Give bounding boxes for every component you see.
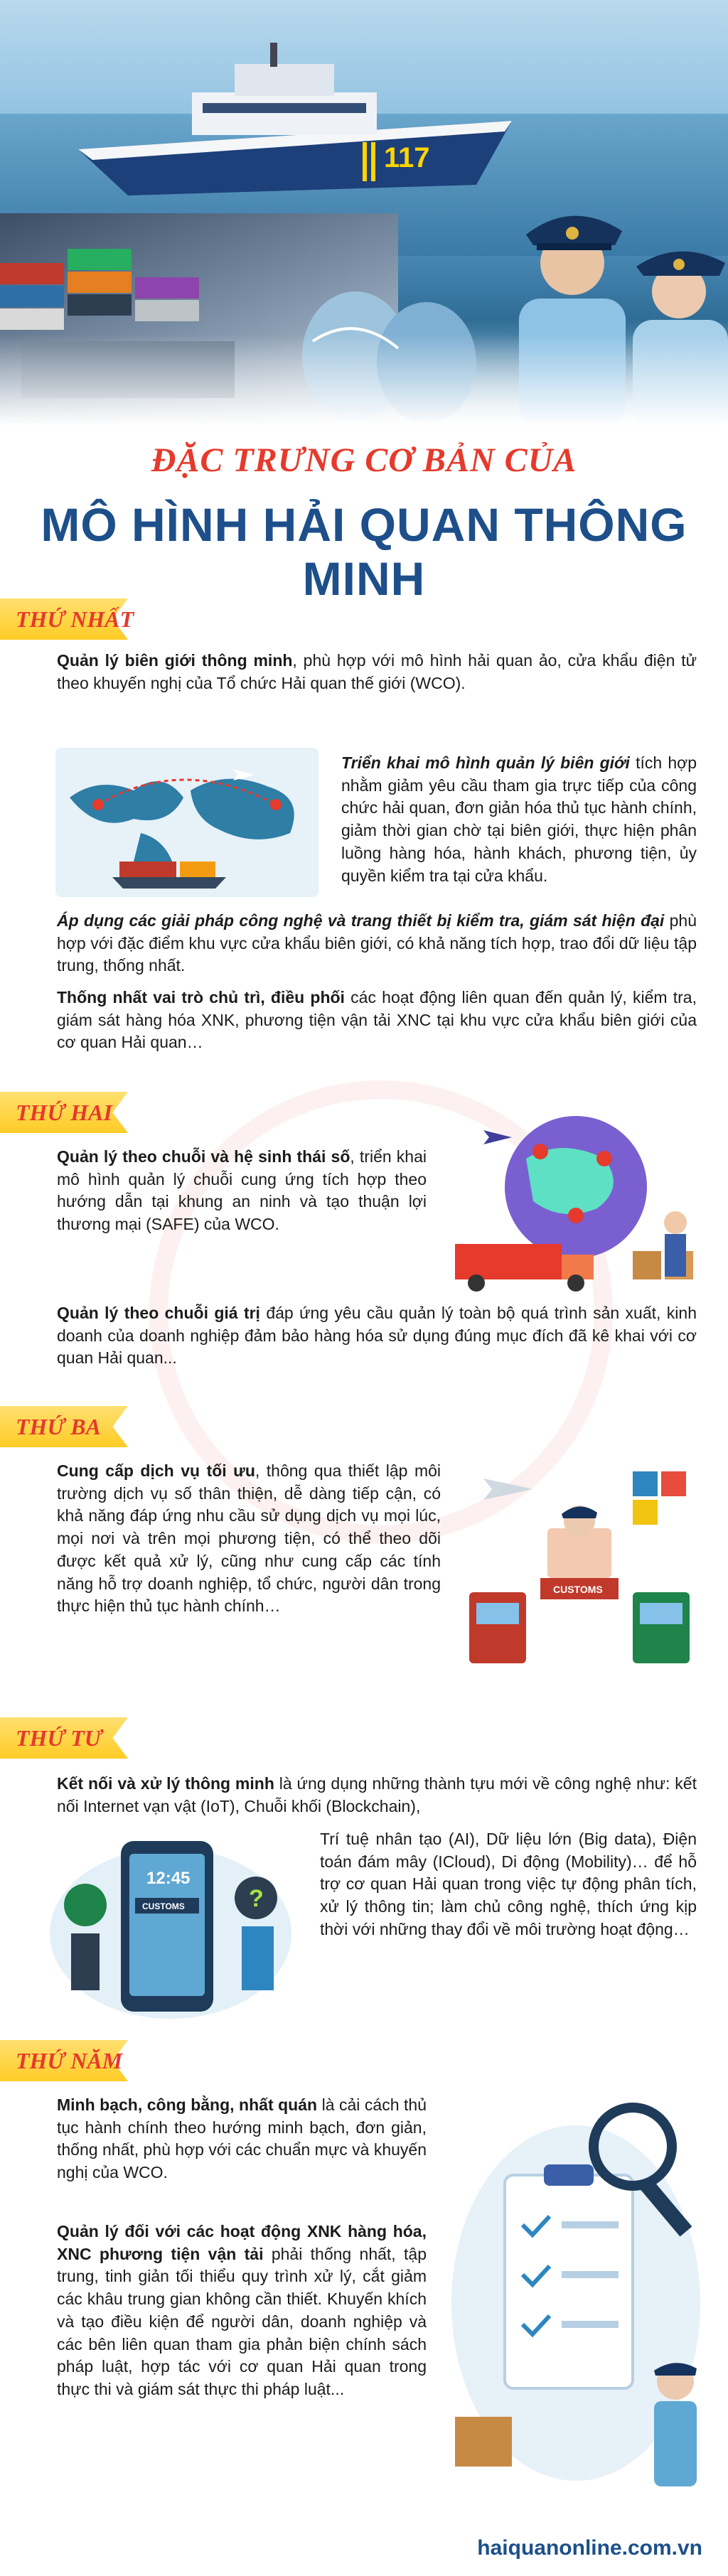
paragraph-text: , phù hợp với mô hình hải quan ảo, cửa khẩu điện tử theo khuyến nghị của Tổ chức Hải quan thế giới (WCO). [57, 651, 697, 692]
bold-lead: Kết nối và xử lý thông minh [57, 1774, 274, 1793]
section-4-paragraph-2 [320, 1828, 697, 1941]
title-line-2: MÔ HÌNH HẢI QUAN THÔNG MINH [41, 498, 687, 605]
section-5-paragraph-1 [57, 2094, 427, 2184]
customs-transport-illustration [455, 1450, 704, 1678]
bold-lead: Cung cấp dịch vụ tối ưu [57, 1461, 255, 1480]
section-ribbon-1 [0, 599, 142, 640]
section-1-paragraph-4 [57, 987, 697, 1054]
paragraph-text: là cải cách thủ tục hành chính theo hướng minh bạch, đơn giản, thống nhất, phù hợp với các chuẩn mực và khuyến nghị của WCO. [57, 2095, 427, 2182]
bold-lead: Quản lý đối với các hoạt động XNK hàng hóa, XNC phương tiện vận tải [57, 2222, 427, 2263]
section-ribbon-4 [0, 1717, 142, 1759]
bold-lead: Áp dụng các giải pháp công nghệ và trang thiết bị kiểm tra, giám sát hiện đại [57, 911, 665, 930]
section-label: THỨ NĂM [16, 2048, 123, 2073]
paragraph-text: , triển khai mô hình quản lý chuỗi cung ứng tích hợp theo hướng dẫn tại khung an ninh và tạo thuận lợi thương mại (SAFE) của WCO. [57, 1147, 427, 1234]
svg-text:?: ? [249, 1885, 264, 1912]
section-label: THỨ HAI [16, 1100, 112, 1125]
hero-fade [0, 334, 728, 426]
bold-lead: Quản lý theo chuỗi và hệ sinh thái số [57, 1147, 350, 1166]
patrol-ship-illustration [50, 43, 547, 213]
supply-chain-globe-illustration [441, 1109, 704, 1301]
section-1-paragraph-1 [57, 650, 697, 694]
section-label: THỨ TƯ [16, 1725, 102, 1751]
smart-phone-customs-illustration [43, 1827, 313, 2026]
section-ribbon-3 [0, 1406, 142, 1447]
title-line-1: ĐẶC TRƯNG CƠ BẢN CỦA [151, 441, 577, 479]
paragraph-text: các hoạt động liên quan đến quản lý, kiểm tra, giám sát hàng hóa XNK, phương tiện vận tải XNC tại khu vực cửa khẩu biên giới của cơ quan Hải quan… [57, 988, 697, 1052]
bold-lead: Quản lý biên giới thông minh [57, 651, 293, 670]
section-label: THỨ NHẤT [16, 606, 134, 632]
bold-lead: Minh bạch, công bằng, nhất quán [57, 2095, 318, 2114]
checklist-magnifier-illustration [441, 2083, 711, 2509]
section-2-paragraph-1 [57, 1146, 427, 1236]
paragraph-text: là ứng dụng những thành tựu mới về công nghệ như: kết nối Internet vạn vật (IoT), Chuỗi khối (Blockchain), [57, 1774, 697, 1815]
section-2-paragraph-2 [57, 1302, 697, 1370]
customs-sign: CUSTOMS [553, 1584, 603, 1595]
phone-time: 12:45 [146, 1869, 191, 1888]
bold-lead: Triển khai mô hình quản lý biên giới [341, 753, 630, 772]
section-5-paragraph-2 [57, 2221, 427, 2401]
section-4-paragraph-1 [57, 1773, 697, 1818]
section-ribbon-2 [0, 1092, 142, 1133]
section-label: THỨ BA [16, 1414, 101, 1439]
phone-customs-label: CUSTOMS [142, 1901, 185, 1911]
paragraph-text: tích hợp nhằm giảm yêu cầu tham gia trực tiếp của công chức hải quan, đơn giản hóa thủ tục hành chính, giảm thời gian chờ tại biên giới, thực hiện phân luồng hàng hóa, hành khách, phương tiện, ủy quyền kiểm tra tại cửa khẩu. [341, 753, 697, 885]
paragraph-text: phù hợp với đặc điểm khu vực cửa khẩu biên giới, có khả năng tích hợp, trao đổi dữ liệu tập trung, thống nhất. [57, 911, 697, 975]
section-3-paragraph-1 [57, 1460, 441, 1618]
footer-site-url[interactable]: haiquanonline.com.vn [477, 2536, 702, 2560]
world-map-logistics-illustration [55, 748, 318, 897]
hero-banner [0, 0, 728, 426]
paragraph-text: đáp ứng yêu cầu quản lý toàn bộ quá trình sản xuất, kinh doanh của doanh nghiệp đảm bảo hàng hóa sử dụng đúng mục đích đã kê khai với cơ quan Hải quan... [57, 1304, 697, 1368]
paragraph-text: Trí tuệ nhân tạo (AI), Dữ liệu lớn (Big data), Điện toán đám mây (ICloud), Di động (Mobility)… để hỗ trợ cơ quan Hải quan trong việc tự động phân tích, xử lý thông tin; làm chủ công nghệ, thích ứng kịp thời với những thay đổi về môi trường hoạt động… [320, 1830, 697, 1938]
paragraph-text: phải thống nhất, tập trung, tinh giản tối thiểu quy trình xử lý, cắt giảm các khâu trung gian không cần thiết. Khuyến khích và tạo điều kiện để người dân, doanh nghiệp và các bên liên quan tham gia phản biện chính sách pháp luật, hợp tác với cơ quan Hải quan trong thực thi và giám sát thực thi pháp luật... [57, 2244, 427, 2399]
section-ribbon-5 [0, 2040, 142, 2081]
ship-number: 117 [384, 142, 430, 173]
bold-lead: Thống nhất vai trò chủ trì, điều phối [57, 988, 345, 1007]
section-1-paragraph-2 [341, 752, 697, 887]
paragraph-text: , thông qua thiết lập môi trường dịch vụ số thân thiện, dễ dàng tiếp cận, có khả năng đáp ứng nhu cầu sử dụng dịch vụ mọi lúc, mọi nơi và trên mọi phương tiện, có thể theo dõi được kết quả xử lý, cũng như cung cấp các tính năng hỗ trợ doanh nghiệp, tổ chức, người dân trong thực hiện thủ tục hành chính… [57, 1461, 441, 1616]
bold-lead: Quản lý theo chuỗi giá trị [57, 1304, 260, 1322]
section-1-paragraph-3 [57, 910, 697, 977]
